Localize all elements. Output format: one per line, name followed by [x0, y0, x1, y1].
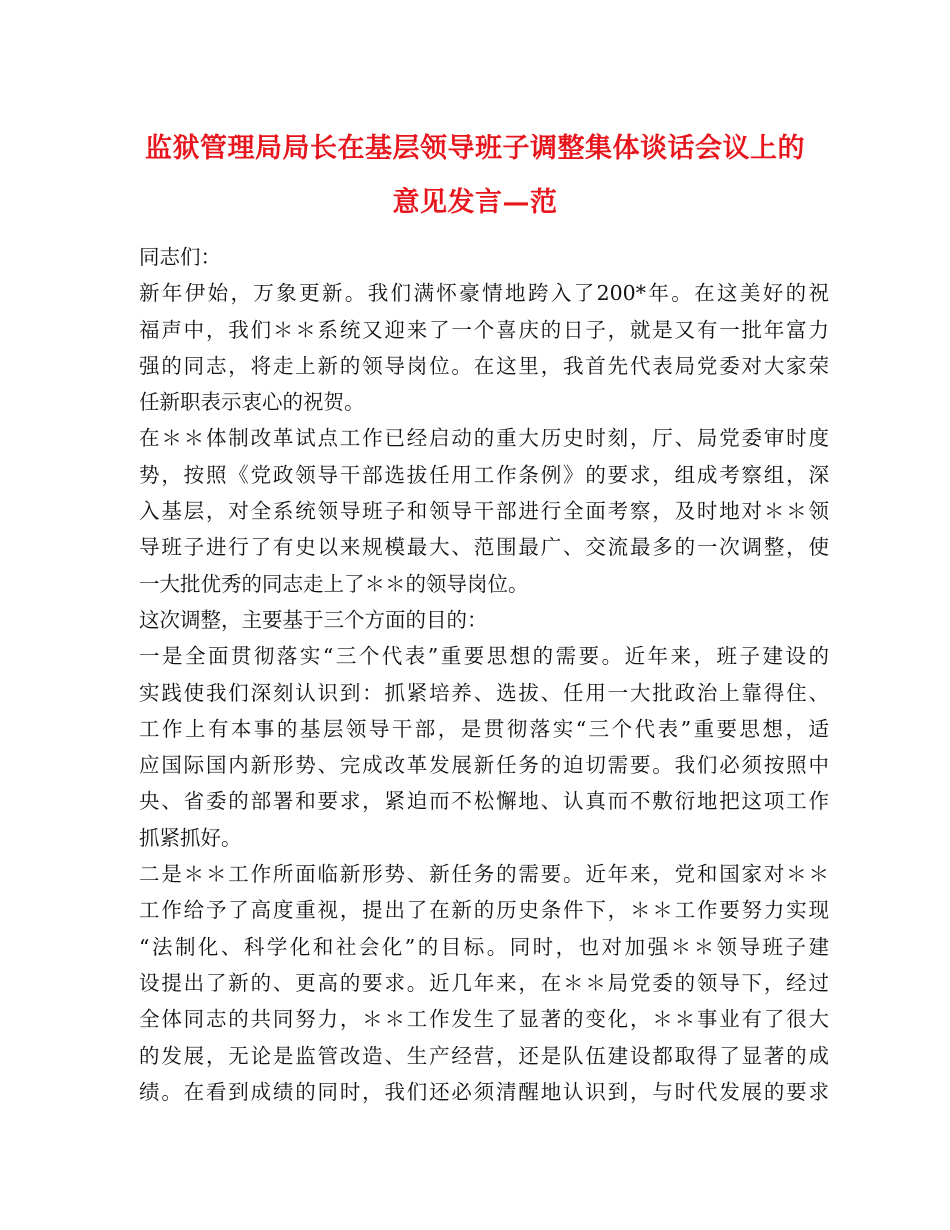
title-line: 意见发言—范: [392, 187, 558, 218]
paragraph: [139, 420, 829, 601]
text-line: 新年伊始，万象更新。我们满怀豪情地跨入了200*年。在这美好的祝: [139, 281, 829, 306]
text-line: 福声中，我们＊＊系统又迎来了一个喜庆的日子，就是又有一批年富力: [139, 317, 829, 342]
paragraph: [139, 856, 829, 1110]
text-line: 任新职表示衷心的祝贺。: [139, 390, 365, 415]
text-line: 同志们：: [139, 245, 221, 269]
paragraph: [139, 602, 829, 638]
text-line: 应国际国内新形势、完成改革发展新任务的迫切需要。我们必须按照中: [139, 753, 829, 778]
text-line: 绩。在看到成绩的同时，我们还必须清醒地认识到，与时代发展的要求: [139, 1079, 829, 1104]
text-line: 工作上有本事的基层领导干部，是贯彻落实“三个代表”重要思想，适: [139, 716, 829, 741]
text-line: “法制化、科学化和社会化”的目标。同时，也对加强＊＊领导班子建: [139, 934, 829, 959]
paragraph: [139, 275, 829, 420]
paragraph: [139, 638, 829, 856]
text-line: 实践使我们深刻认识到：抓紧培养、选拔、任用一大批政治上靠得住、: [139, 680, 829, 705]
text-line: 势，按照《党政领导干部选拔任用工作条例》的要求，组成考察组，深: [139, 462, 829, 487]
document-body: [139, 239, 829, 1110]
text-line: 全体同志的共同努力，＊＊工作发生了显著的变化，＊＊事业有了很大: [139, 1007, 829, 1032]
text-line: 央、省委的部署和要求，紧迫而不松懈地、认真而不敷衍地把这项工作: [139, 789, 829, 814]
text-line: 一是全面贯彻落实“三个代表”重要思想的需要。近年来，班子建设的: [139, 644, 829, 669]
text-line: 二是＊＊工作所面临新形势、新任务的需要。近年来，党和国家对＊＊: [139, 862, 829, 887]
document-title: [120, 122, 830, 230]
title-line: 监狱管理局局长在基层领导班子调整集体谈话会议上的: [145, 133, 805, 164]
text-line: 设提出了新的、更高的要求。近几年来，在＊＊局党委的领导下，经过: [139, 970, 829, 995]
text-line: 的发展，无论是监管改造、生产经营，还是队伍建设都取得了显著的成: [139, 1043, 829, 1068]
text-line: 在＊＊体制改革试点工作已经启动的重大历史时刻，厅、局党委审时度: [139, 426, 829, 451]
text-line: 导班子进行了有史以来规模最大、范围最广、交流最多的一次调整，使: [139, 535, 829, 560]
text-line: 一大批优秀的同志走上了＊＊的领导岗位。: [139, 571, 529, 596]
paragraph-salutation: [139, 239, 829, 275]
text-line: 强的同志，将走上新的领导岗位。在这里，我首先代表局党委对大家荣: [139, 353, 829, 378]
text-line: 入基层，对全系统领导班子和领导干部进行全面考察，及时地对＊＊领: [139, 499, 829, 524]
text-line: 工作给予了高度重视，提出了在新的历史条件下，＊＊工作要努力实现: [139, 898, 829, 923]
text-line: 这次调整，主要基于三个方面的目的：: [139, 607, 488, 632]
text-line: 抓紧抓好。: [139, 825, 242, 850]
